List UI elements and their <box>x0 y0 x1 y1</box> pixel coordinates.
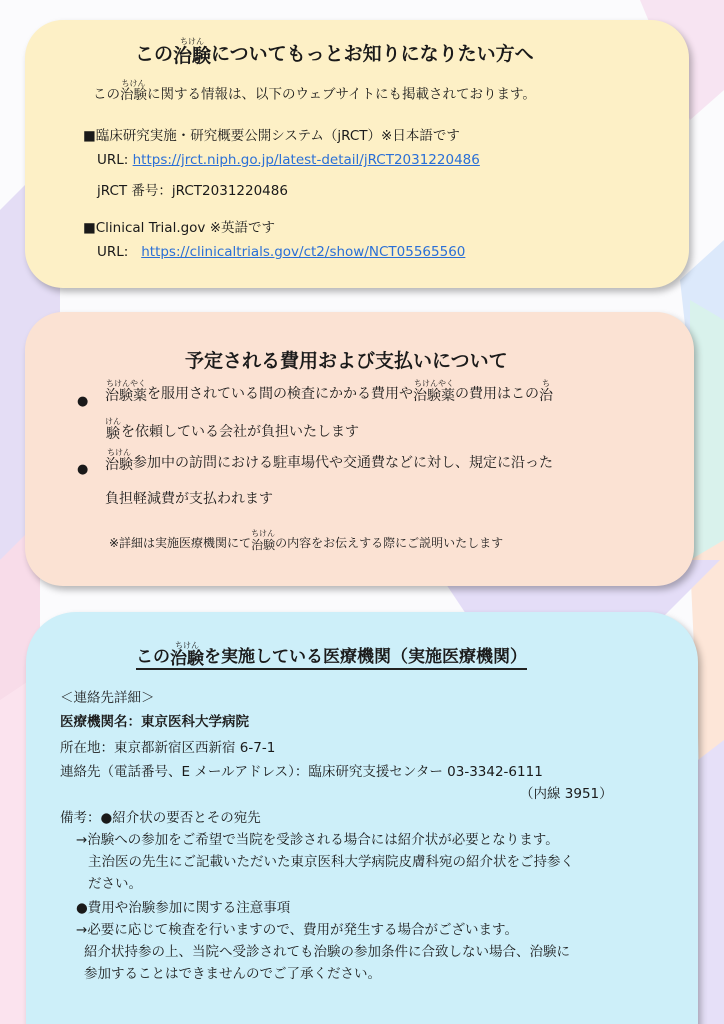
jrct-heading: ■臨床研究実施・研究概要公開システム（jRCT）※日本語です <box>83 128 460 144</box>
contact-header: ＜連絡先詳細＞ <box>60 690 155 706</box>
trial-info-title: この ちけん 治験 についてもっとお知りになりたい方へ <box>135 37 534 67</box>
costs-bullet2-line2: 負担軽減費が支払われます <box>105 491 273 507</box>
costs-bullet1-line2: けん 験 を依頼している会社が負担いたします <box>105 417 359 442</box>
remark2-line3: 参加することはできませんのでご了承ください。 <box>84 966 381 982</box>
remark1-line2: 主治医の先生にご記載いただいた東京医科大学病院皮膚科宛の紹介状をご持参く <box>88 854 574 870</box>
institution-card <box>26 612 698 1024</box>
jrct-number: jRCT 番号：jRCT2031220486 <box>97 183 288 199</box>
bullet-dot: ● <box>77 394 89 409</box>
jrct-url-line: URL: https://jrct.niph.go.jp/latest-detail/jRCT2031220486 <box>97 152 480 168</box>
institution-extension: （内線 3951） <box>520 786 613 802</box>
costs-card <box>25 312 694 586</box>
clinicaltrials-url-link[interactable]: https://clinicaltrials.gov/ct2/show/NCT05565560 <box>141 244 466 260</box>
institution-address: 所在地：東京都新宿区西新宿 6-7-1 <box>60 740 276 756</box>
costs-bullet2-line1: ちけん 治験 参加中の訪問における駐車場代や交通費などに対し、規定に沿った <box>105 448 553 473</box>
bullet-dot: ● <box>77 462 89 477</box>
jrct-url-link[interactable]: https://jrct.niph.go.jp/latest-detail/jRCT2031220486 <box>132 152 480 168</box>
costs-note: ※詳細は実施医療機関にて ちけん 治験 の内容をお伝えする際にご説明いたします <box>109 529 504 552</box>
costs-bullet1-line1: ちけんやく 治験薬 を服用されている間の検査にかかる費用や ちけんやく 治験薬 の費用はこの ち 治 <box>105 379 553 404</box>
institution-name: 医療機関名：東京医科大学病院 <box>60 714 249 730</box>
remark2-line1: →必要に応じて検査を行いますので、費用が発生する場合がございます。 <box>76 922 518 938</box>
trial-info-card <box>25 20 689 288</box>
trial-info-intro: この ちけん 治験 に関する情報は、以下のウェブサイトにも掲載されております。 <box>93 79 536 103</box>
remark1-line3: ださい。 <box>88 876 142 892</box>
costs-title: 予定される費用および支払いについて <box>185 350 508 372</box>
institution-title: この ちけん 治験 を実施している医療機関（実施医療機関） <box>136 641 527 669</box>
clinicaltrials-heading: ■Clinical Trial.gov ※英語です <box>83 220 276 236</box>
remark2-head: ●費用や治験参加に関する注意事項 <box>76 900 291 916</box>
remarks-line: 備考：●紹介状の要否とその宛先 <box>60 810 261 826</box>
remark2-line2: 紹介状持参の上、当院へ受診されても治験の参加条件に合致しない場合、治験に <box>84 944 570 960</box>
institution-contact: 連絡先（電話番号、E メールアドレス）：臨床研究支援センター 03-3342-6111 <box>60 764 543 780</box>
clinicaltrials-url-line: URL: https://clinicaltrials.gov/ct2/show/NCT05565560 <box>97 244 466 260</box>
remark1-line1: →治験への参加をご希望で当院を受診される場合には紹介状が必要となります。 <box>76 832 559 848</box>
